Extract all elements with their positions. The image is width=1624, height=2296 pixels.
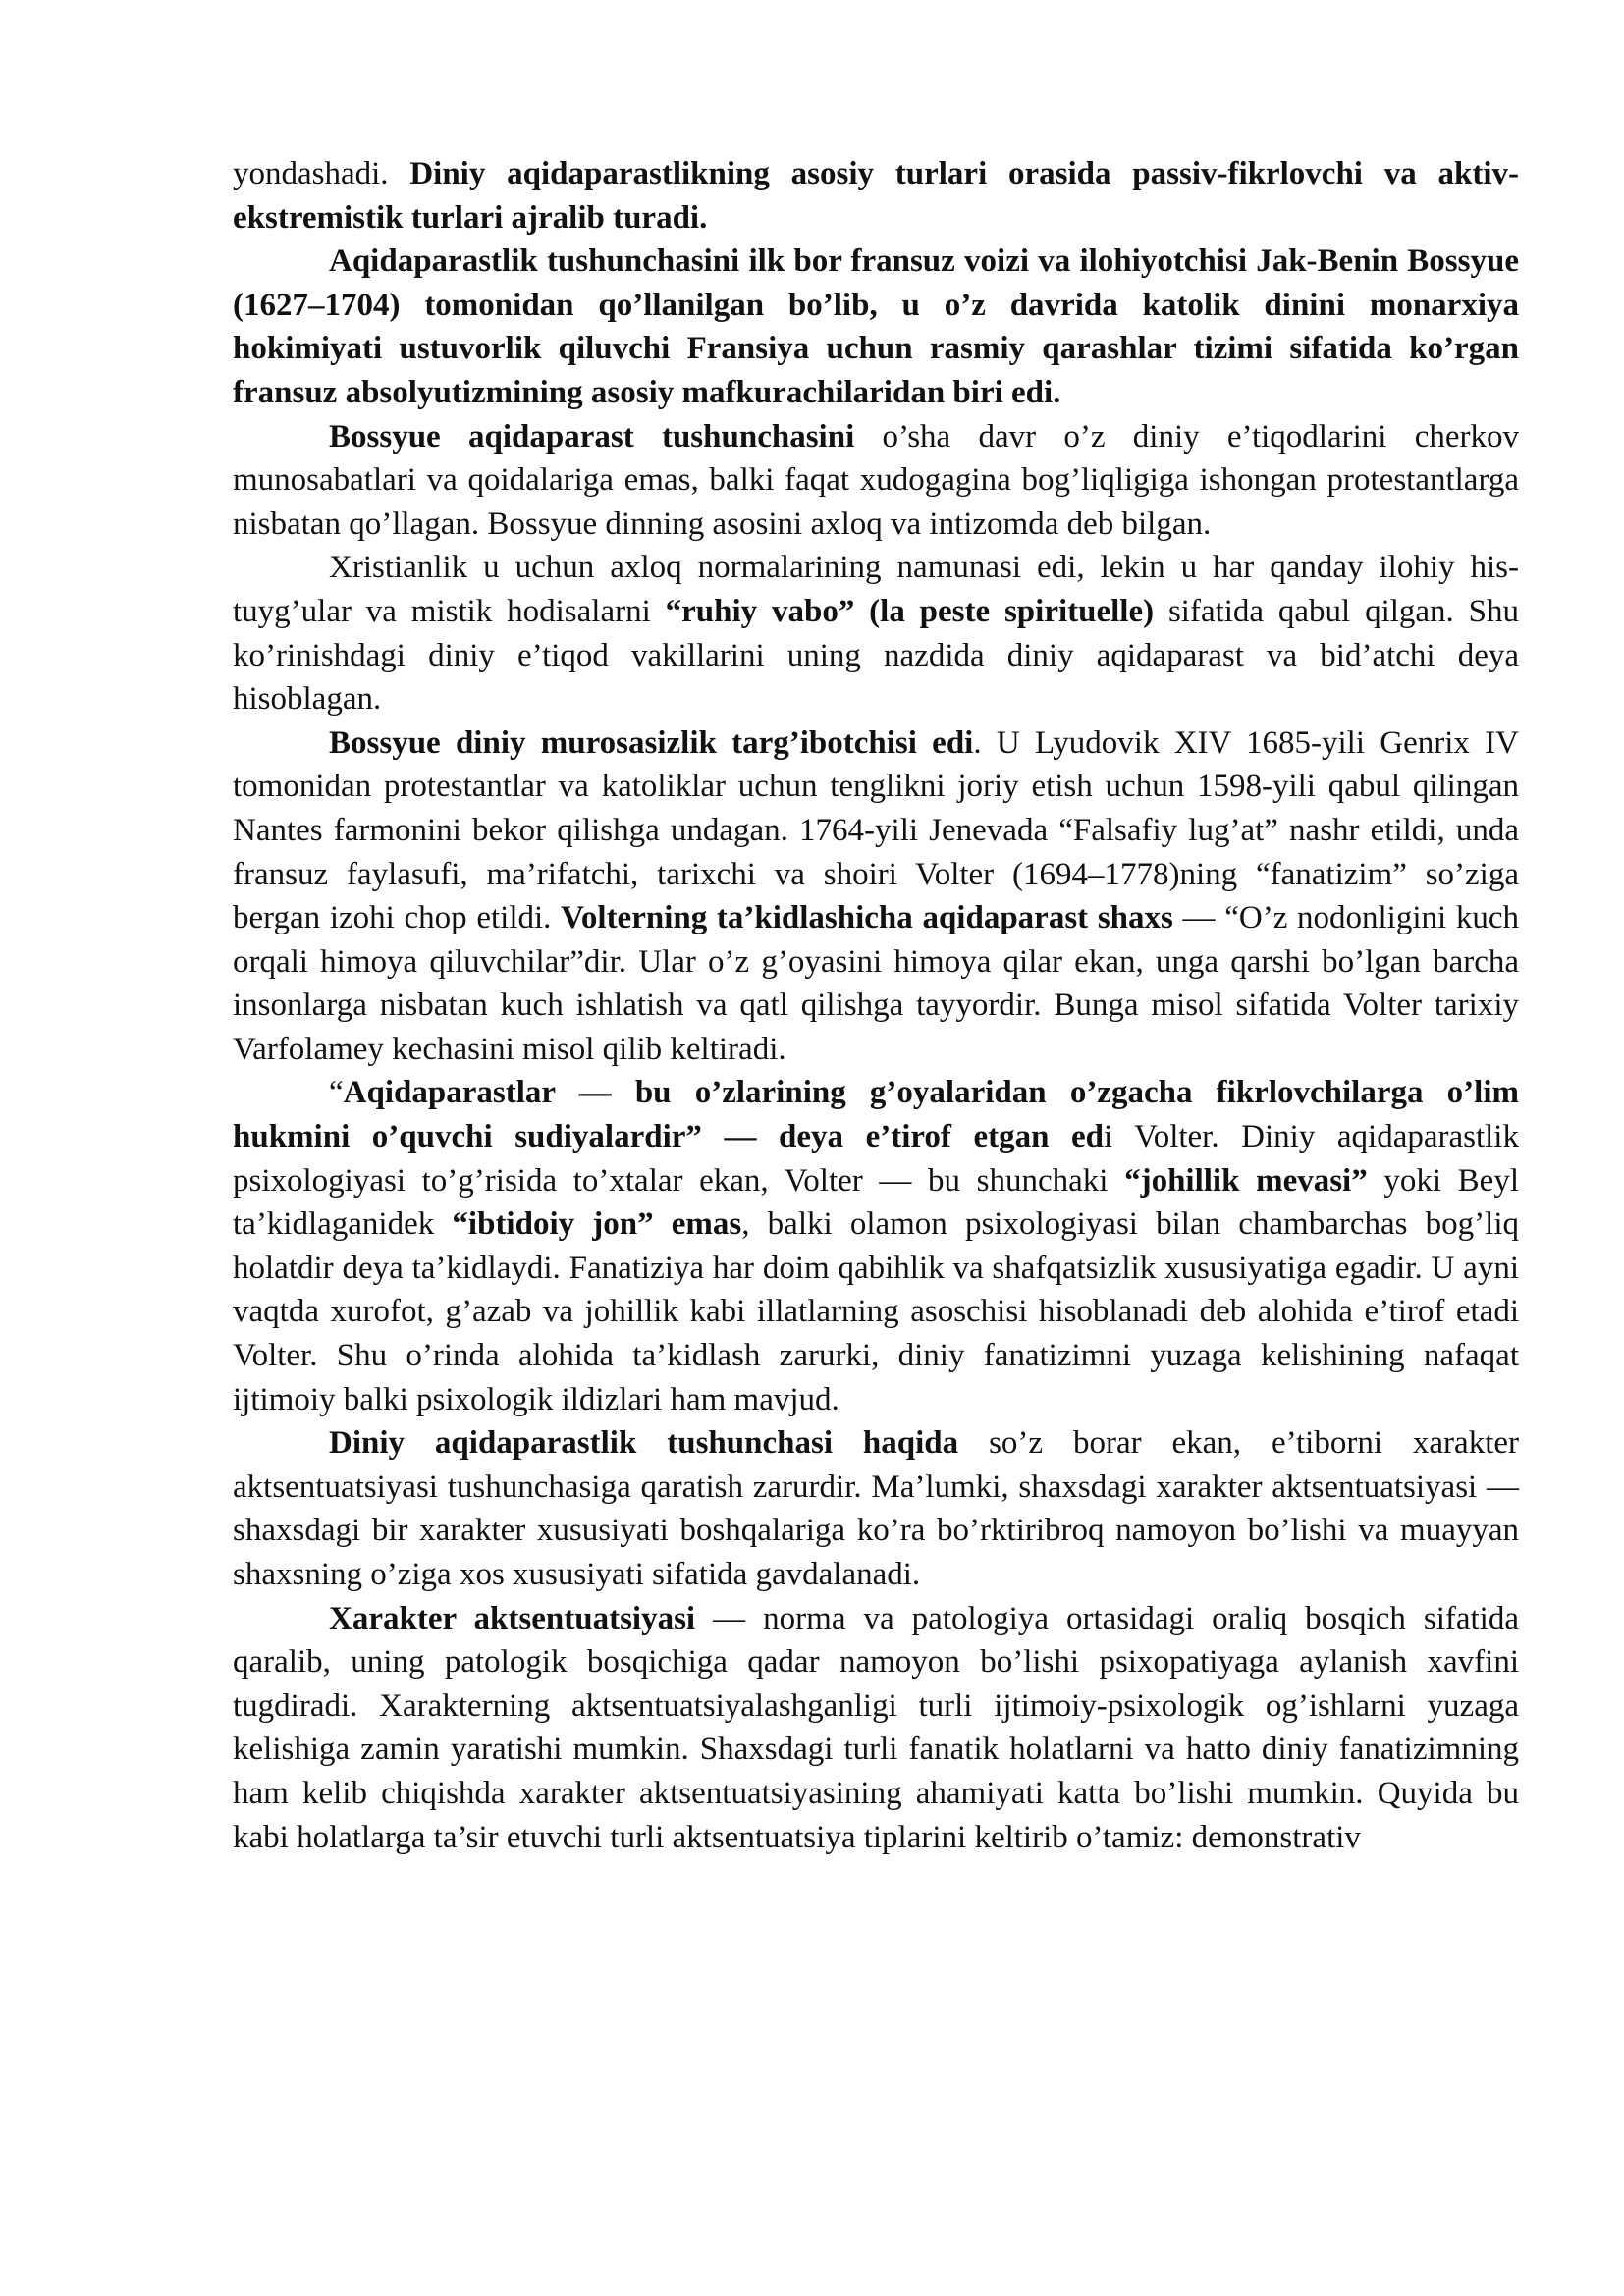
bold-text-run: Aqidaparastlar — bu o’zlarining g’oyalaridan o’zgacha fikrlovchilarga o’lim hukmini o’quvchi sudiyalardir” — deya e’tirof etgan ed: [233, 1075, 1519, 1155]
text-run: yoki Beyl ta’kidlaganidek: [233, 1162, 1519, 1243]
paragraph-2: [233, 240, 1519, 414]
bold-text-run: “ruhiy vabo” (la peste spirituelle): [665, 593, 1155, 629]
paragraph-4: [233, 546, 1519, 721]
text-run: sifatida qabul qilgan. Shu ko’rinishdagi diniy e’tiqod vakillarini uning nazdida diniy aqidaparast va bid’atchi deya hisoblagan.: [233, 593, 1519, 718]
text-run: i Volter. Diniy aqidaparastlik psixologiyasi to’g’risida to’xtalar ekan, Volter — bu shunchaki: [233, 1119, 1519, 1199]
text-run: . U Lyudovik XIV 1685-yili Genrix IV tomonidan protestantlar va katoliklar uchun tenglikni joriy etish uchun 1598-yili qabul qilingan Nantes farmonini bekor qilishga undagan. 1764-yili Jenevada “Falsafiy lug’at” nashr etildi, unda fransuz faylasufi, ma’rifatchi, tarixchi va shoiri Volter (1694–1778)ning “fanatizim” so’ziga bergan izohi chop etildi.: [233, 724, 1519, 936]
paragraph-8: [233, 1597, 1519, 1860]
text-run: , balki olamon psixologiyasi bilan chambarchas bog’liq holatdir deya ta’kidlaydi. Fanatiziya har doim qabihlik va shafqatsizlik xususiyatiga egadir. U ayni vaqtda xurofot, g’azab va johillik kabi illatlarning asoschisi hisoblanadi deb alohida e’tirof etadi Volter. Shu o’rinda alohida ta’kidlash zarurki, diniy fanatizimni yuzaga kelishining nafaqat ijtimoiy balki psixologik ildizlari ham mavjud.: [233, 1206, 1519, 1417]
bold-text-run: Bossyue diniy murosasizlik targ’ibotchisi edi: [329, 724, 974, 761]
text-run: o’sha davr o’z diniy e’tiqodlarini cherkov munosabatlari va qoidalariga emas, balki faqat xudogagina bog’liqligiga ishongan protestantlarga nisbatan qo’llagan. Bossyue dinning asosini axloq va intizomda deb bilgan.: [233, 418, 1519, 542]
bold-text-run: Xarakter aktsentuatsiyasi: [329, 1600, 696, 1636]
text-run: — norma va patologiya ortasidagi oraliq bosqich sifatida qaralib, uning patologik bosqichiga qadar namoyon bo’lishi psixopatiyaga aylanish xavfini tugdiradi. Xarakterning aktsentuatsiyalashganligi turli ijtimoiy-psixologik og’ishlarni yuzaga kelishiga zamin yaratishi mumkin. Shaxsdagi turli fanatik holatlarni va hatto diniy fanatizimning ham kelib chiqishda xarakter aktsentuatsiyasining ahamiyati katta bo’lishi mumkin. Quyida bu kabi holatlarga ta’sir etuvchi turli aktsentuatsiya tiplarini keltirib o’tamiz: demonstrativ: [233, 1600, 1519, 1855]
bold-text-run: Diniy aqidaparastlik tushunchasi haqida: [329, 1425, 959, 1462]
bold-text-run: Volterning ta’kidlashicha aqidaparast shaxs: [561, 900, 1173, 936]
bold-text-run: Bossyue aqidaparast tushunchasini: [329, 418, 855, 454]
paragraph-1: [233, 152, 1519, 240]
document-page: [233, 152, 1519, 1859]
text-run: Xristianlik u uchun axloq normalarining namunasi edi, lekin u har qanday ilohiy his-tuyg’ular va mistik hodisalarni: [233, 550, 1519, 629]
text-run: so’z borar ekan, e’tiborni xarakter aktsentuatsiyasi tushunchasiga qaratish zarurdir. Ma’lumki, shaxsdagi xarakter aktsentuatsiyasi — shaxsdagi bir xarakter xususiyati boshqalariga ko’ra bo’rktiribroq namoyon bo’lishi va muayyan shaxsning o’ziga xos xususiyati sifatida gavdalanadi.: [233, 1425, 1519, 1592]
bold-text-run: “johillik mevasi”: [1124, 1162, 1368, 1199]
bold-text-run: “ibtidoiy jon” emas: [452, 1206, 742, 1243]
paragraph-5: [233, 721, 1519, 1072]
paragraph-6: [233, 1071, 1519, 1421]
text-run: — “O’z nodonligini kuch orqali himoya qiluvchilar”dir. Ular o’z g’oyasini himoya qilar ekan, unga qarshi bo’lgan barcha insonlarga nisbatan kuch ishlatish va qatl qilishga tayyordir. Bunga misol sifatida Volter tarixiy Varfolamey kechasini misol qilib keltiradi.: [233, 900, 1520, 1067]
text-run: “: [329, 1075, 344, 1111]
paragraph-3: [233, 415, 1519, 547]
paragraph-7: [233, 1421, 1519, 1596]
text-run: yondashadi.: [233, 156, 410, 191]
bold-text-run: Diniy aqidaparastlikning asosiy turlari orasida passiv-fikrlovchi va aktiv-ekstremistik turlari ajralib turadi.: [233, 156, 1519, 236]
bold-text-run: Aqidaparastlik tushunchasini ilk bor fransuz voizi va ilohiyotchisi Jak-Benin Bossyue (1627–1704) tomonidan qo’llanilgan bo’lib, u o’z davrida katolik dinini monarxiya hokimiyati ustuvorlik qiluvchi Fransiya uchun rasmiy qarashlar tizimi sifatida ko’rgan fransuz absolyutizmining asosiy mafkurachilaridan biri edi.: [233, 243, 1519, 410]
